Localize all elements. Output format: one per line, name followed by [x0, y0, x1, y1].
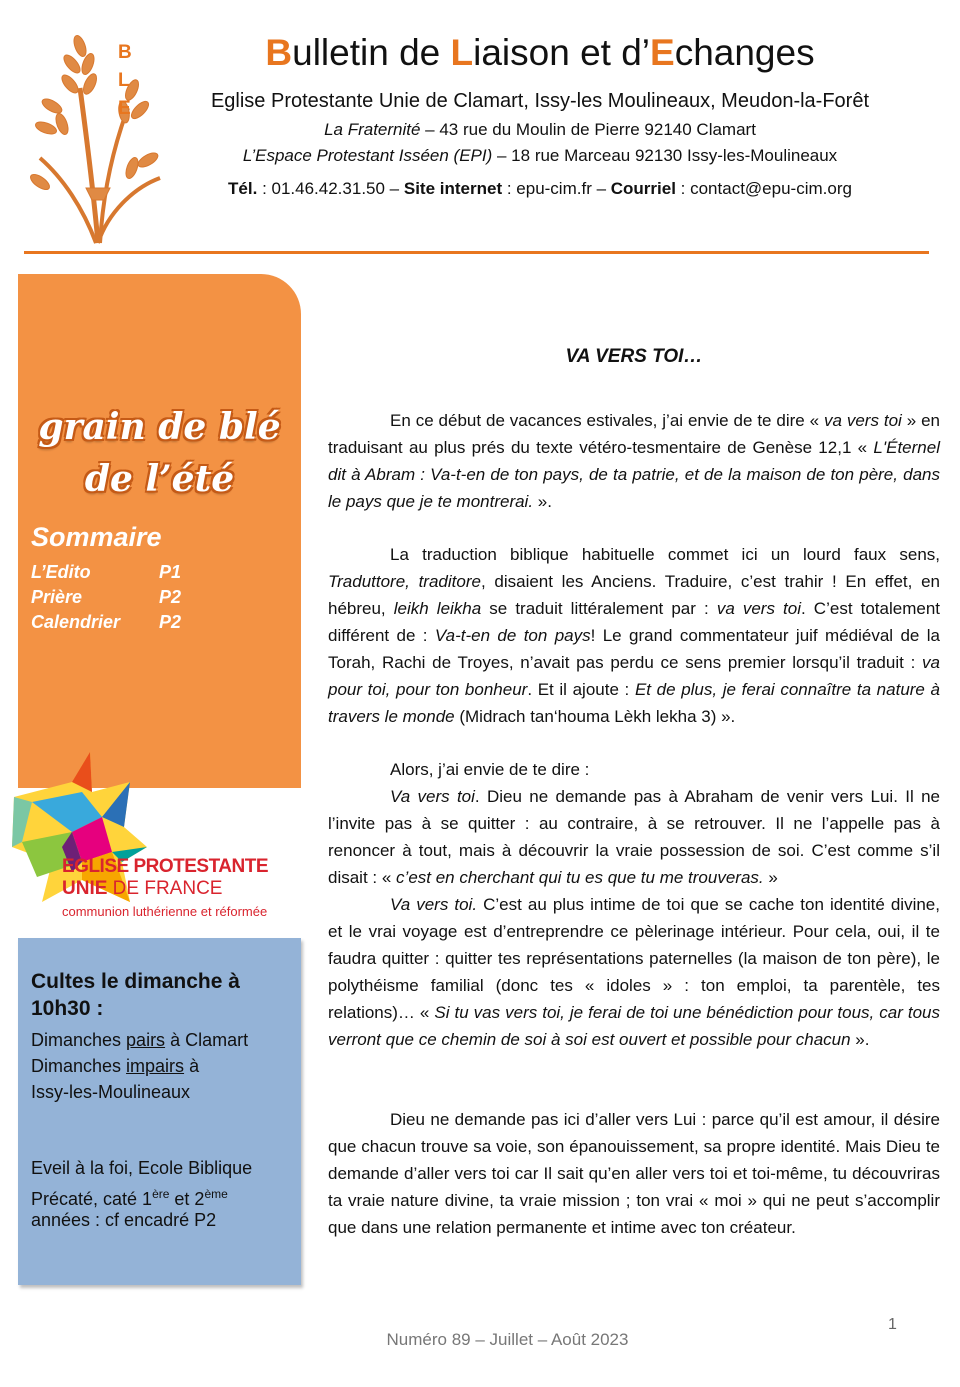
text-run: Dieu ne demande pas ici d’aller vers Lui : parce qu’il est amour, il désire que chacun trouve sa voie, son épanouissement, sa propre identité. Mais Dieu te demande d’aller vers toi car Il sait qu’en aller vers toi et toi-même, tu découvriras ta vraie nature divine, ta vraie mission ; ton vrai « moi » qui ne peut s’accomplir que dans une relation permanente et intime avec ton créateur.	[328, 1110, 940, 1237]
italic-run: c’est en cherchant qui tu es que tu me trouveras.	[396, 868, 764, 887]
text-run: » en traduisant au plus prés du texte vétéro-tesmentaire de Genèse 12,1 «	[328, 411, 940, 457]
address-name: La Fraternité	[324, 120, 421, 139]
article-paragraph	[328, 756, 940, 783]
title-initial-l: L	[450, 32, 474, 73]
site-value: : epu-cim.fr –	[502, 179, 611, 198]
title-part: iaison et d’	[473, 32, 651, 73]
address-detail: – 18 rue Marceau 92130 Issy-les-Moulineaux	[492, 146, 838, 165]
article-paragraph	[328, 1106, 940, 1241]
toc-label: L’Edito	[31, 562, 91, 582]
toc-label: Prière	[31, 587, 83, 607]
text-run: En ce début de vacances estivales, j’ai envie de te dire «	[390, 411, 824, 430]
text-run: . C’est totalement différent de :	[328, 599, 940, 645]
italic-run: Et de plus, je ferai connaître ta nature à travers le monde	[328, 680, 940, 726]
services-location: Issy-les-Moulineaux	[31, 1082, 191, 1102]
summary-panel	[18, 274, 301, 788]
grain-title-line1: grain de blé	[38, 406, 281, 448]
toc-item	[31, 562, 182, 583]
church-subtitle: Eglise Protestante Unie de Clamart, Issy-les Moulineaux, Meudon-la-Forêt	[210, 90, 870, 112]
eveil-line3: années : cf encadré P2	[31, 1210, 217, 1230]
text-run: ! Le grand commentateur juif médiéval de la Torah, Rachi de Troyes, n’avait pas perdu ce sens premier lorsqu’il traduit :	[328, 626, 940, 672]
article-title: VA VERS TOI…	[565, 346, 703, 367]
mail-value: : contact@epu-cim.org	[675, 179, 852, 198]
toc-page: P2	[159, 587, 182, 607]
text-run: ».	[850, 1030, 870, 1049]
italic-run: Si tu vas vers toi, je ferai de toi une bénédiction pour tous, car tous verront que ce chemin de soi à soi est ouvert et possible pour chacun	[328, 1003, 940, 1049]
text-run: ».	[533, 492, 552, 511]
italic-run: leikh leikha	[393, 599, 482, 618]
italic-run: Va vers toi	[390, 787, 475, 806]
toc-item	[31, 587, 182, 608]
italic-run: va pour toi, pour ton bonheur	[328, 653, 940, 699]
epuf-name-rest: DE FRANCE	[107, 878, 223, 899]
header-divider	[24, 251, 929, 254]
services-text: Dimanches	[31, 1056, 127, 1076]
article-paragraph	[328, 541, 940, 730]
mail-label: Courriel	[610, 179, 676, 198]
grain-title-line2: de l’été	[84, 458, 235, 500]
eveil-superscript: ère	[152, 1187, 170, 1201]
contact-line	[160, 179, 920, 199]
eveil-line1: Eveil à la foi, Ecole Biblique	[31, 1158, 253, 1178]
text-run: . Et il ajoute :	[527, 680, 635, 699]
italic-run: va vers toi	[824, 411, 902, 430]
services-text: Dimanches	[31, 1030, 127, 1050]
address-detail: – 43 rue du Moulin de Pierre 92140 Clamart	[420, 120, 756, 139]
tel-value: : 01.46.42.31.50 –	[257, 179, 404, 198]
text-run: (Midrach tan‘houma Lèkh lekha 3) ».	[454, 707, 736, 726]
wheat-logo-icon	[28, 28, 168, 248]
services-panel	[18, 938, 301, 1285]
page-number: 1	[888, 1316, 897, 1333]
services-even-sundays	[31, 1027, 248, 1053]
text-run: . Dieu ne demande pas à Abraham de venir vers Lui. Il ne l’invite pas à se quitter : au contraire, à se retrouver. Il ne l’appelle pas à renoncer à tout, mais à découvrir la vraie possession de soi. C’est comme s’il disait : «	[328, 787, 940, 887]
epuf-name-bold: UNIE	[62, 878, 108, 899]
italic-run: Va vers toi.	[390, 895, 478, 914]
logo-letter-b: B	[118, 42, 132, 63]
text-run: C’est au plus intime de toi que se cache ton identité divine, et le vrai voyage est d’entreprendre ce pèlerinage intérieur. Pour cela, oui, il te faudra quitter : quitter tes représentations paternelles (la maison de ton père), le polythéisme familial (donc tes « idoles » : ton emploi, ta parentèle, tes relations)… «	[328, 895, 940, 1022]
bulletin-title	[170, 32, 910, 74]
title-initial-b: B	[265, 32, 293, 73]
toc-label: Calendrier	[31, 612, 121, 632]
toc-page: P1	[159, 562, 182, 582]
eveil-text: et 2	[169, 1189, 205, 1209]
epuf-name-line2	[62, 878, 222, 900]
services-text: à Clamart	[165, 1030, 249, 1050]
epuf-name-line1: EGLISE PROTESTANTE	[62, 856, 269, 877]
text-run: , disaient les Anciens. Traduire, c’est trahir ! En effet, en hébreu,	[328, 572, 940, 618]
article-paragraph	[328, 891, 940, 1053]
tel-label: Tél.	[228, 179, 258, 198]
issue-info: Numéro 89 – Juillet – Août 2023	[386, 1330, 629, 1349]
services-title: Cultes le dimanche à 10h30 :	[31, 970, 240, 1020]
title-part: changes	[674, 32, 815, 73]
italic-run: Va-t-en de ton pays	[434, 626, 591, 645]
article-paragraph	[328, 783, 940, 891]
text-run: La traduction biblique habituelle commet ici un lourd faux sens,	[390, 545, 940, 564]
services-odd-sundays	[31, 1053, 199, 1079]
toc-page: P2	[159, 612, 182, 632]
article-paragraph	[328, 407, 940, 515]
eveil-text: Précaté, caté 1	[31, 1189, 153, 1209]
title-part: ulletin de	[292, 32, 451, 73]
text-run: se traduit littéralement par :	[481, 599, 717, 618]
epuf-tagline: communion luthérienne et réformée	[62, 904, 268, 919]
services-text: à	[184, 1056, 200, 1076]
italic-run: L'Éternel dit à Abram : Va-t-en de ton pays, de ta patrie, et de la maison de ton père, dans le pays que je te montrerai.	[328, 438, 940, 511]
italic-run: va vers toi	[716, 599, 801, 618]
toc-item	[31, 612, 182, 633]
address-fraternite	[160, 120, 920, 140]
logo-letter-l: L	[118, 70, 130, 91]
services-underlined: pairs	[126, 1030, 166, 1050]
site-label: Site internet	[403, 179, 503, 198]
services-underlined: impairs	[126, 1056, 185, 1076]
title-initial-e: E	[650, 32, 675, 73]
eveil-superscript: ème	[204, 1187, 228, 1201]
text-run: »	[763, 868, 778, 887]
logo-letter-e: E	[118, 98, 131, 119]
address-name: L’Espace Protestant Isséen (EPI)	[242, 146, 493, 165]
text-run: Alors, j’ai envie de te dire :	[390, 760, 590, 779]
summary-title: Sommaire	[31, 522, 162, 552]
italic-run: Traduttore, traditore	[328, 572, 481, 591]
address-epi	[160, 146, 920, 166]
